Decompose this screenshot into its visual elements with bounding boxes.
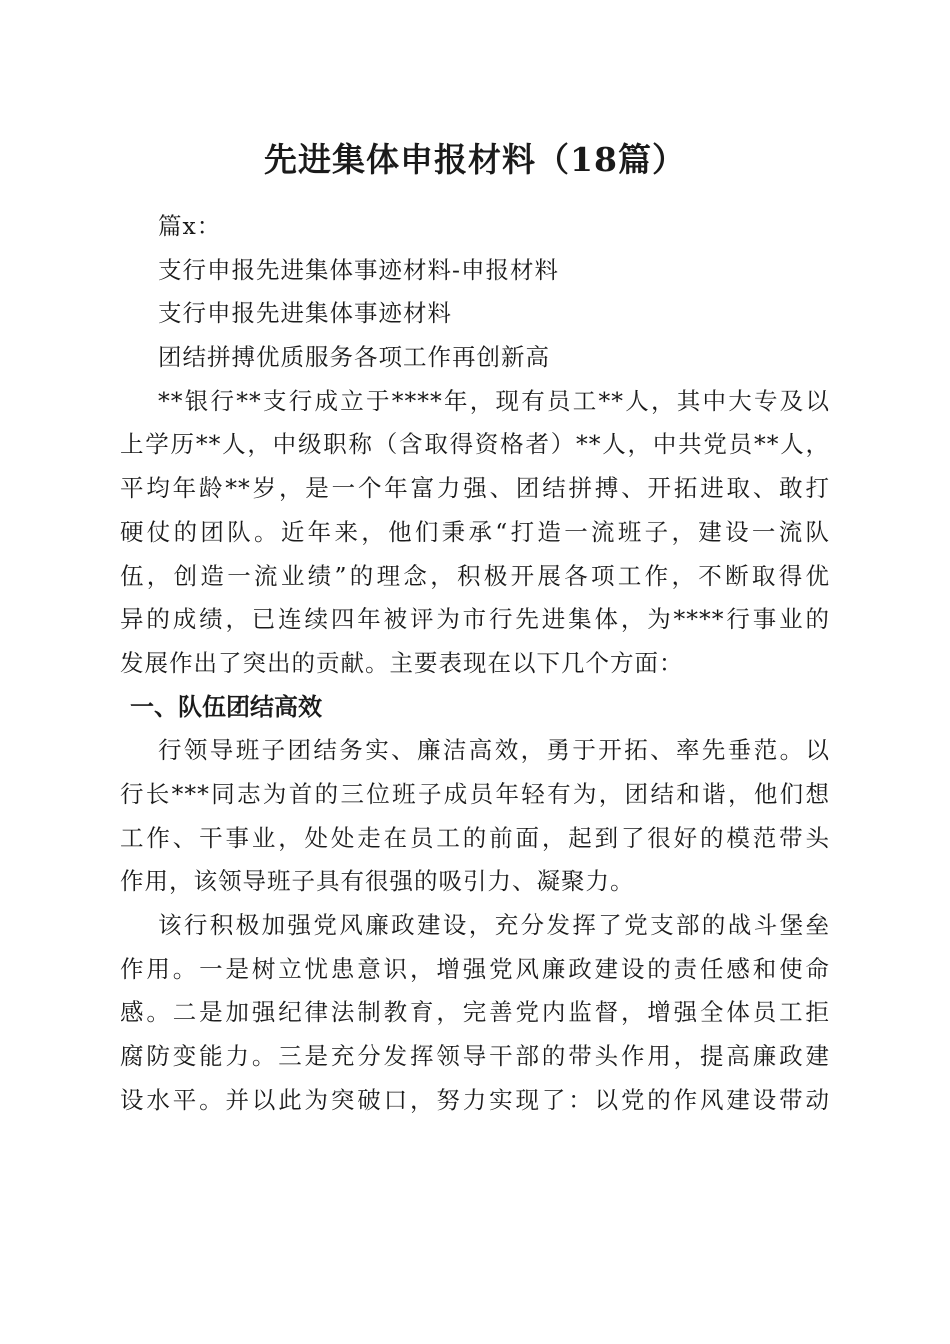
paragraph-line: 作用，该领导班子具有很强的吸引力、凝聚力。 [120,867,635,896]
paragraph-line: 上学历**人，中级职称（含取得资格者）**人，中共党员**人， [120,430,830,459]
document-title: 先进集体申报材料（18篇） [264,140,686,179]
paragraph-line: 异的成绩，已连续四年被评为市行先进集体，为****行事业的 [120,605,830,634]
paragraph-line: 工作、干事业，处处走在员工的前面，起到了很好的模范带头 [120,823,830,852]
paragraph-line: 作用。一是树立忧患意识，增强党风廉政建设的责任感和使命 [120,954,830,983]
paragraph-line: 平均年龄**岁，是一个年富力强、团结拼搏、开拓进取、敢打 [120,474,830,503]
intro-line: 支行申报先进集体事迹材料-申报材料 [158,255,559,284]
paragraph-line: 硬仗的团队。近年来，他们秉承“打造一流班子，建设一流队 [120,517,830,546]
paragraph-line: 该行积极加强党风廉政建设，充分发挥了党支部的战斗堡垒 [158,911,830,939]
document-body [120,205,830,1122]
paragraph-line: 腐防变能力。三是充分发挥领导干部的带头作用，提高廉政建 [120,1042,830,1071]
paragraph-line: 行领导班子团结务实、廉洁高效，勇于开拓、率先垂范。以 [158,736,830,765]
intro-line: 支行申报先进集体事迹材料 [158,299,452,328]
intro-line: 团结拼搏优质服务各项工作再创新高 [158,343,550,372]
paragraph-line: **银行**支行成立于****年，现有员工**人，其中大专及以 [158,386,830,415]
paragraph-line: 感。二是加强纪律法制教育，完善党内监督，增强全体员工拒 [120,998,830,1027]
paragraph-line: 发展作出了突出的贡献。主要表现在以下几个方面： [120,648,684,677]
paragraph-line: 行长***同志为首的三位班子成员年轻有为，团结和谐，他们想 [120,779,830,808]
paragraph-line: 设水平。并以此为突破口，努力实现了：以党的作风建设带动 [120,1085,830,1114]
paragraph-line: 伍，创造一流业绩”的理念，积极开展各项工作，不断取得优 [120,561,830,590]
intro-line: 篇x： [158,212,222,240]
section-heading: 一、队伍团结高效 [130,692,322,721]
